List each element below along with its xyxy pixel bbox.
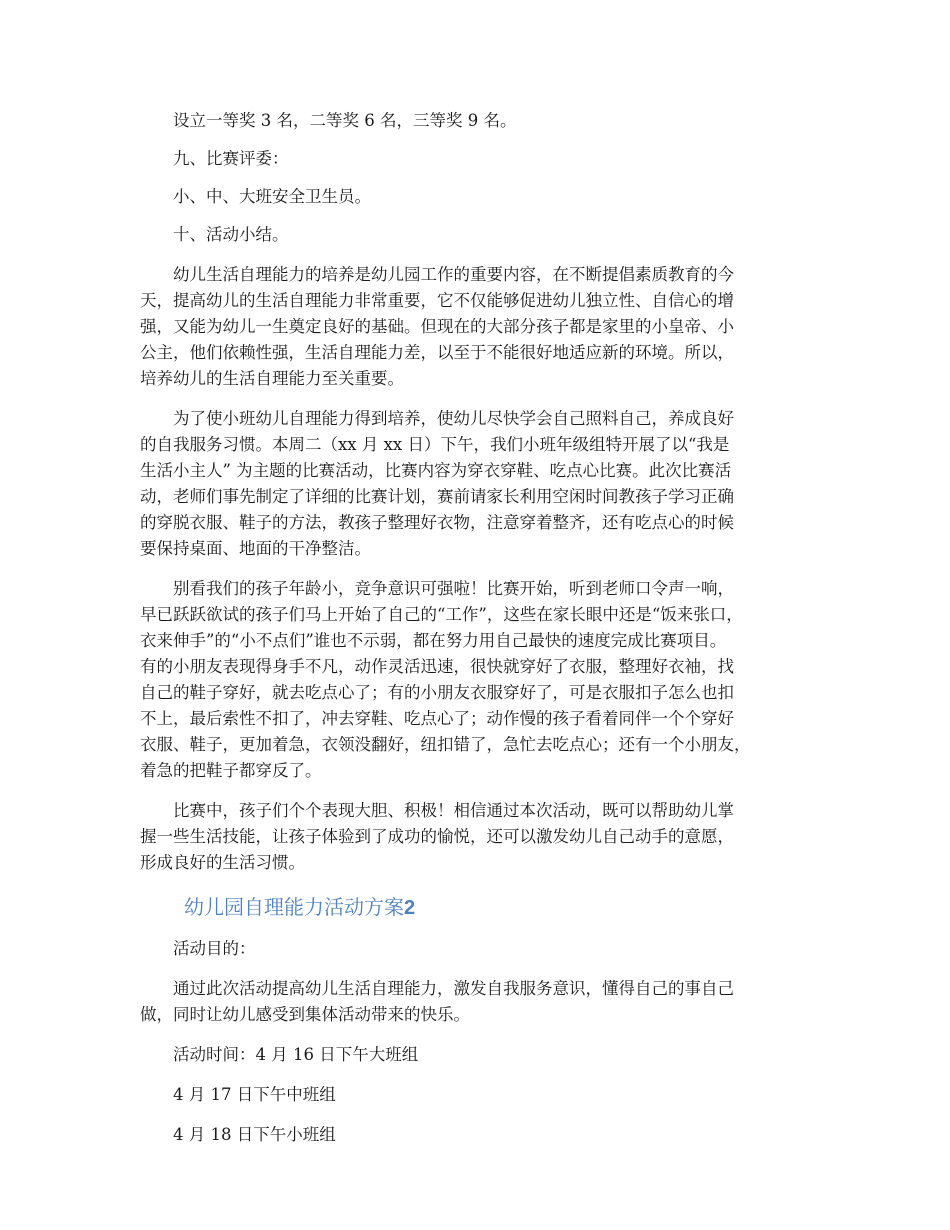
paragraph-summary-4: 比赛中，孩子们个个表现大胆、积极！相信通过本次活动，既可以帮助幼儿掌 握一些生活技能，让孩子体验到了成功的愉悦，还可以激发幼儿自己动手的意愿， 形成良好的生活习惯。 [140, 801, 734, 872]
schedule-line-2: 4 月 17 日下午中班组 [173, 1085, 336, 1104]
paragraph-summary-1: 幼儿生活自理能力的培养是幼儿园工作的重要内容，在不断提倡素质教育的今 天，提高幼儿的生活自理能力非常重要，它不仅能够促进幼儿独立性、自信心的增 强，又能为幼儿一生奠定良好的基础。但现在的大部分孩子都是家里的小皇帝、小 公主，他们依赖性强，生活自理能力差，以至于不能很好地适应新的环境。所以， 培养幼儿的生活自理能力至关重要。 [140, 265, 734, 388]
goal-label: 活动目的： [173, 939, 256, 958]
judges-line: 小、中、大班安全卫生员。 [173, 187, 371, 206]
section-nine-heading: 九、比赛评委： [173, 149, 289, 168]
section-heading-text: 幼儿园自理能力活动方案 [184, 897, 404, 919]
section-heading [184, 894, 840, 922]
document-page [140, 108, 840, 1148]
schedule-line-3: 4 月 18 日下午小班组 [173, 1125, 336, 1144]
schedule-line-1: 活动时间：4 月 16 日下午大班组 [173, 1045, 419, 1064]
section-heading-number: 2 [404, 897, 416, 919]
section-ten-heading: 十、活动小结。 [173, 225, 289, 244]
paragraph-summary-3: 别看我们的孩子年龄小，竞争意识可强啦！比赛开始，听到老师口令声一响， 早已跃跃欲试的孩子们马上开始了自己的“工作”，这些在家长眼中还是“饭来张口， 衣来伸手”的“小不点们”谁也不示弱，都在努力用自己最快的速度完成比赛项目。 有的小朋友表现得身手不凡，动作灵活迅速，很快就穿好了衣服，整理好衣袖，找 自己的鞋子穿好，就去吃点心了；有的小朋友衣服穿好了，可是衣服扣子怎么也扣 不上，最后索性不扣了，冲去穿鞋、吃点心了；动作慢的孩子看着同伴一个个穿好 衣服、鞋子，更加着急，衣领没翻好，纽扣错了，急忙去吃点心；还有一个小朋友， 着急的把鞋子都穿反了。 [140, 579, 751, 780]
goal-paragraph: 通过此次活动提高幼儿生活自理能力，激发自我服务意识，懂得自己的事自己 做，同时让幼儿感受到集体活动带来的快乐。 [140, 979, 734, 1024]
paragraph-summary-2: 为了使小班幼儿自理能力得到培养，使幼儿尽快学会自己照料自己，养成良好 的自我服务习惯。本周二（xx 月 xx 日）下午，我们小班年级组特开展了以“我是 生活小主人” 为主题的比赛活动，比赛内容为穿衣穿鞋、吃点心比赛。此次比赛活 动，老师们事先制定了详细的比赛计划，赛前请家长利用空闲时间教孩子学习正确 的穿脱衣服、鞋子的方法，教孩子整理好衣物，注意穿着整齐，还有吃点心的时候 要保持桌面、地面的干净整洁。 [140, 409, 734, 558]
award-line: 设立一等奖 3 名，二等奖 6 名，三等奖 9 名。 [173, 111, 517, 130]
